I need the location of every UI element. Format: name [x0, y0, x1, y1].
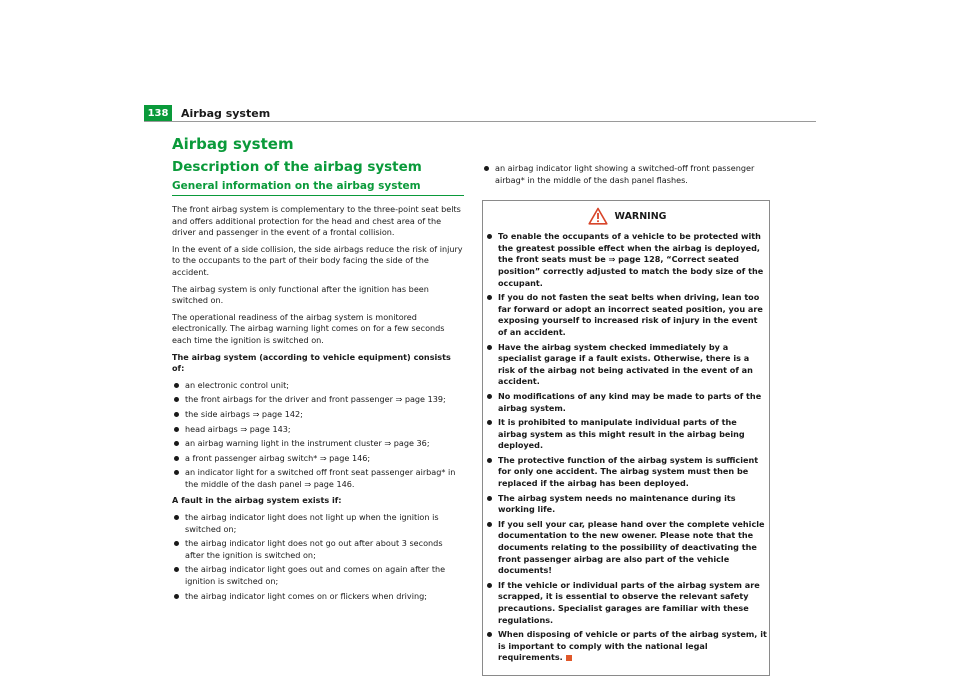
- bullet-icon: [487, 420, 492, 425]
- bullet-icon: [487, 522, 492, 527]
- bullet-icon: [487, 234, 492, 239]
- page-number: 138: [144, 105, 172, 122]
- warning-item: If the vehicle or individual parts of the airbag system are scrapped, it is essential to observe the relevant safety precautions. Specialist garages are familiar with these regulations.: [485, 580, 769, 626]
- running-header: Airbag system: [181, 107, 271, 120]
- list-item: an airbag warning light in the instrument cluster ⇒ page 36;: [172, 438, 464, 450]
- bullet-icon: [174, 412, 179, 417]
- warning-item: If you do not fasten the seat belts when driving, lean too far forward or adopt an incorrect seated position, you are exposing yourself to increased risk of injury in the event of an accident.: [485, 292, 769, 338]
- bullet-icon: [487, 394, 492, 399]
- list-item: a front passenger airbag switch* ⇒ page 146;: [172, 453, 464, 465]
- bullet-icon: [484, 166, 489, 171]
- warning-item: The airbag system needs no maintenance during its working life.: [485, 493, 769, 516]
- intro-paragraph: In the event of a side collision, the side airbags reduce the risk of injury to the occupants to the part of their body facing the side of the accident.: [172, 243, 463, 277]
- bullet-icon: [174, 427, 179, 432]
- warning-title: WARNING: [614, 210, 667, 222]
- intro-paragraph: The front airbag system is complementary to the three-point seat belts and offers additional protection for the head and chest area of the driver and passenger in the event of a frontal collision.: [172, 204, 461, 238]
- bullet-icon: [174, 397, 179, 402]
- subsection-title: General information on the airbag system: [172, 179, 464, 196]
- bullet-icon: [174, 470, 179, 475]
- bullet-icon: [174, 441, 179, 446]
- list-item: an airbag indicator light showing a switched-off front passenger airbag* in the middle of the dash panel flashes.: [482, 163, 770, 186]
- left-column: [172, 134, 464, 605]
- list-item: the side airbags ⇒ page 142;: [172, 409, 464, 421]
- consists-heading: The airbag system (according to vehicle equipment) consists of:: [172, 351, 451, 374]
- list-item: the airbag indicator light does not go out after about 3 seconds after the ignition is switched on;: [172, 538, 464, 561]
- warning-item: To enable the occupants of a vehicle to be protected with the greatest possible effect when the airbag is deployed, the front seats must be ⇒ page 128, “Correct seated position” correctly adjusted to match the body size of the occupant.: [485, 231, 769, 289]
- bullet-icon: [174, 567, 179, 572]
- list-item: the airbag indicator light comes on or flickers when driving;: [172, 591, 464, 603]
- bullet-icon: [487, 583, 492, 588]
- warning-item: The protective function of the airbag system is sufficient for only one accident. The airbag system must then be replaced if the airbag has been deployed.: [485, 455, 769, 490]
- warning-item: When disposing of vehicle or parts of the airbag system, it is important to comply with the national legal requirements.: [485, 629, 769, 664]
- warning-item: It is prohibited to manipulate individual parts of the airbag system as this might result in the airbag being deployed.: [485, 417, 769, 452]
- bullet-icon: [174, 456, 179, 461]
- intro-paragraph: The operational readiness of the airbag system is monitored electronically. The airbag warning light comes on for a few seconds each time the ignition is switched on.: [172, 311, 445, 345]
- warning-item: If you sell your car, please hand over the complete vehicle documentation to the new owener. Please note that the documents relating to the possibility of deactivating the front passenger airbag are also part of the vehicle documents!: [485, 519, 769, 577]
- right-column: [482, 163, 770, 676]
- warning-triangle-icon: [588, 207, 608, 225]
- fault-heading: A fault in the airbag system exists if:: [172, 495, 342, 506]
- list-item: the airbag indicator light does not light up when the ignition is switched on;: [172, 512, 464, 535]
- list-item: an indicator light for a switched off front seat passenger airbag* in the middle of the dash panel ⇒ page 146.: [172, 467, 464, 490]
- header-rule: [144, 121, 816, 122]
- list-item: head airbags ⇒ page 143;: [172, 424, 464, 436]
- list-item: the front airbags for the driver and front passenger ⇒ page 139;: [172, 394, 464, 406]
- bullet-icon: [487, 458, 492, 463]
- list-item: the airbag indicator light goes out and comes on again after the ignition is switched on;: [172, 564, 464, 587]
- section-end-mark: [566, 655, 572, 661]
- chapter-title: Airbag system: [172, 135, 294, 153]
- bullet-icon: [174, 383, 179, 388]
- bullet-icon: [487, 345, 492, 350]
- list-item: an electronic control unit;: [172, 380, 464, 392]
- bullet-icon: [487, 496, 492, 501]
- bullet-icon: [174, 541, 179, 546]
- warning-item: Have the airbag system checked immediately by a specialist garage if a fault exists. Otherwise, there is a risk of the airbag not being activated in the event of an accident.: [485, 342, 769, 388]
- bullet-icon: [174, 594, 179, 599]
- bullet-icon: [174, 515, 179, 520]
- bullet-icon: [487, 295, 492, 300]
- intro-paragraph: The airbag system is only functional after the ignition has been switched on.: [172, 283, 429, 306]
- bullet-icon: [487, 632, 492, 637]
- warning-box: [482, 200, 770, 676]
- warning-header: [485, 207, 769, 225]
- warning-item: No modifications of any kind may be made to parts of the airbag system.: [485, 391, 769, 414]
- section-title: Description of the airbag system: [172, 159, 422, 175]
